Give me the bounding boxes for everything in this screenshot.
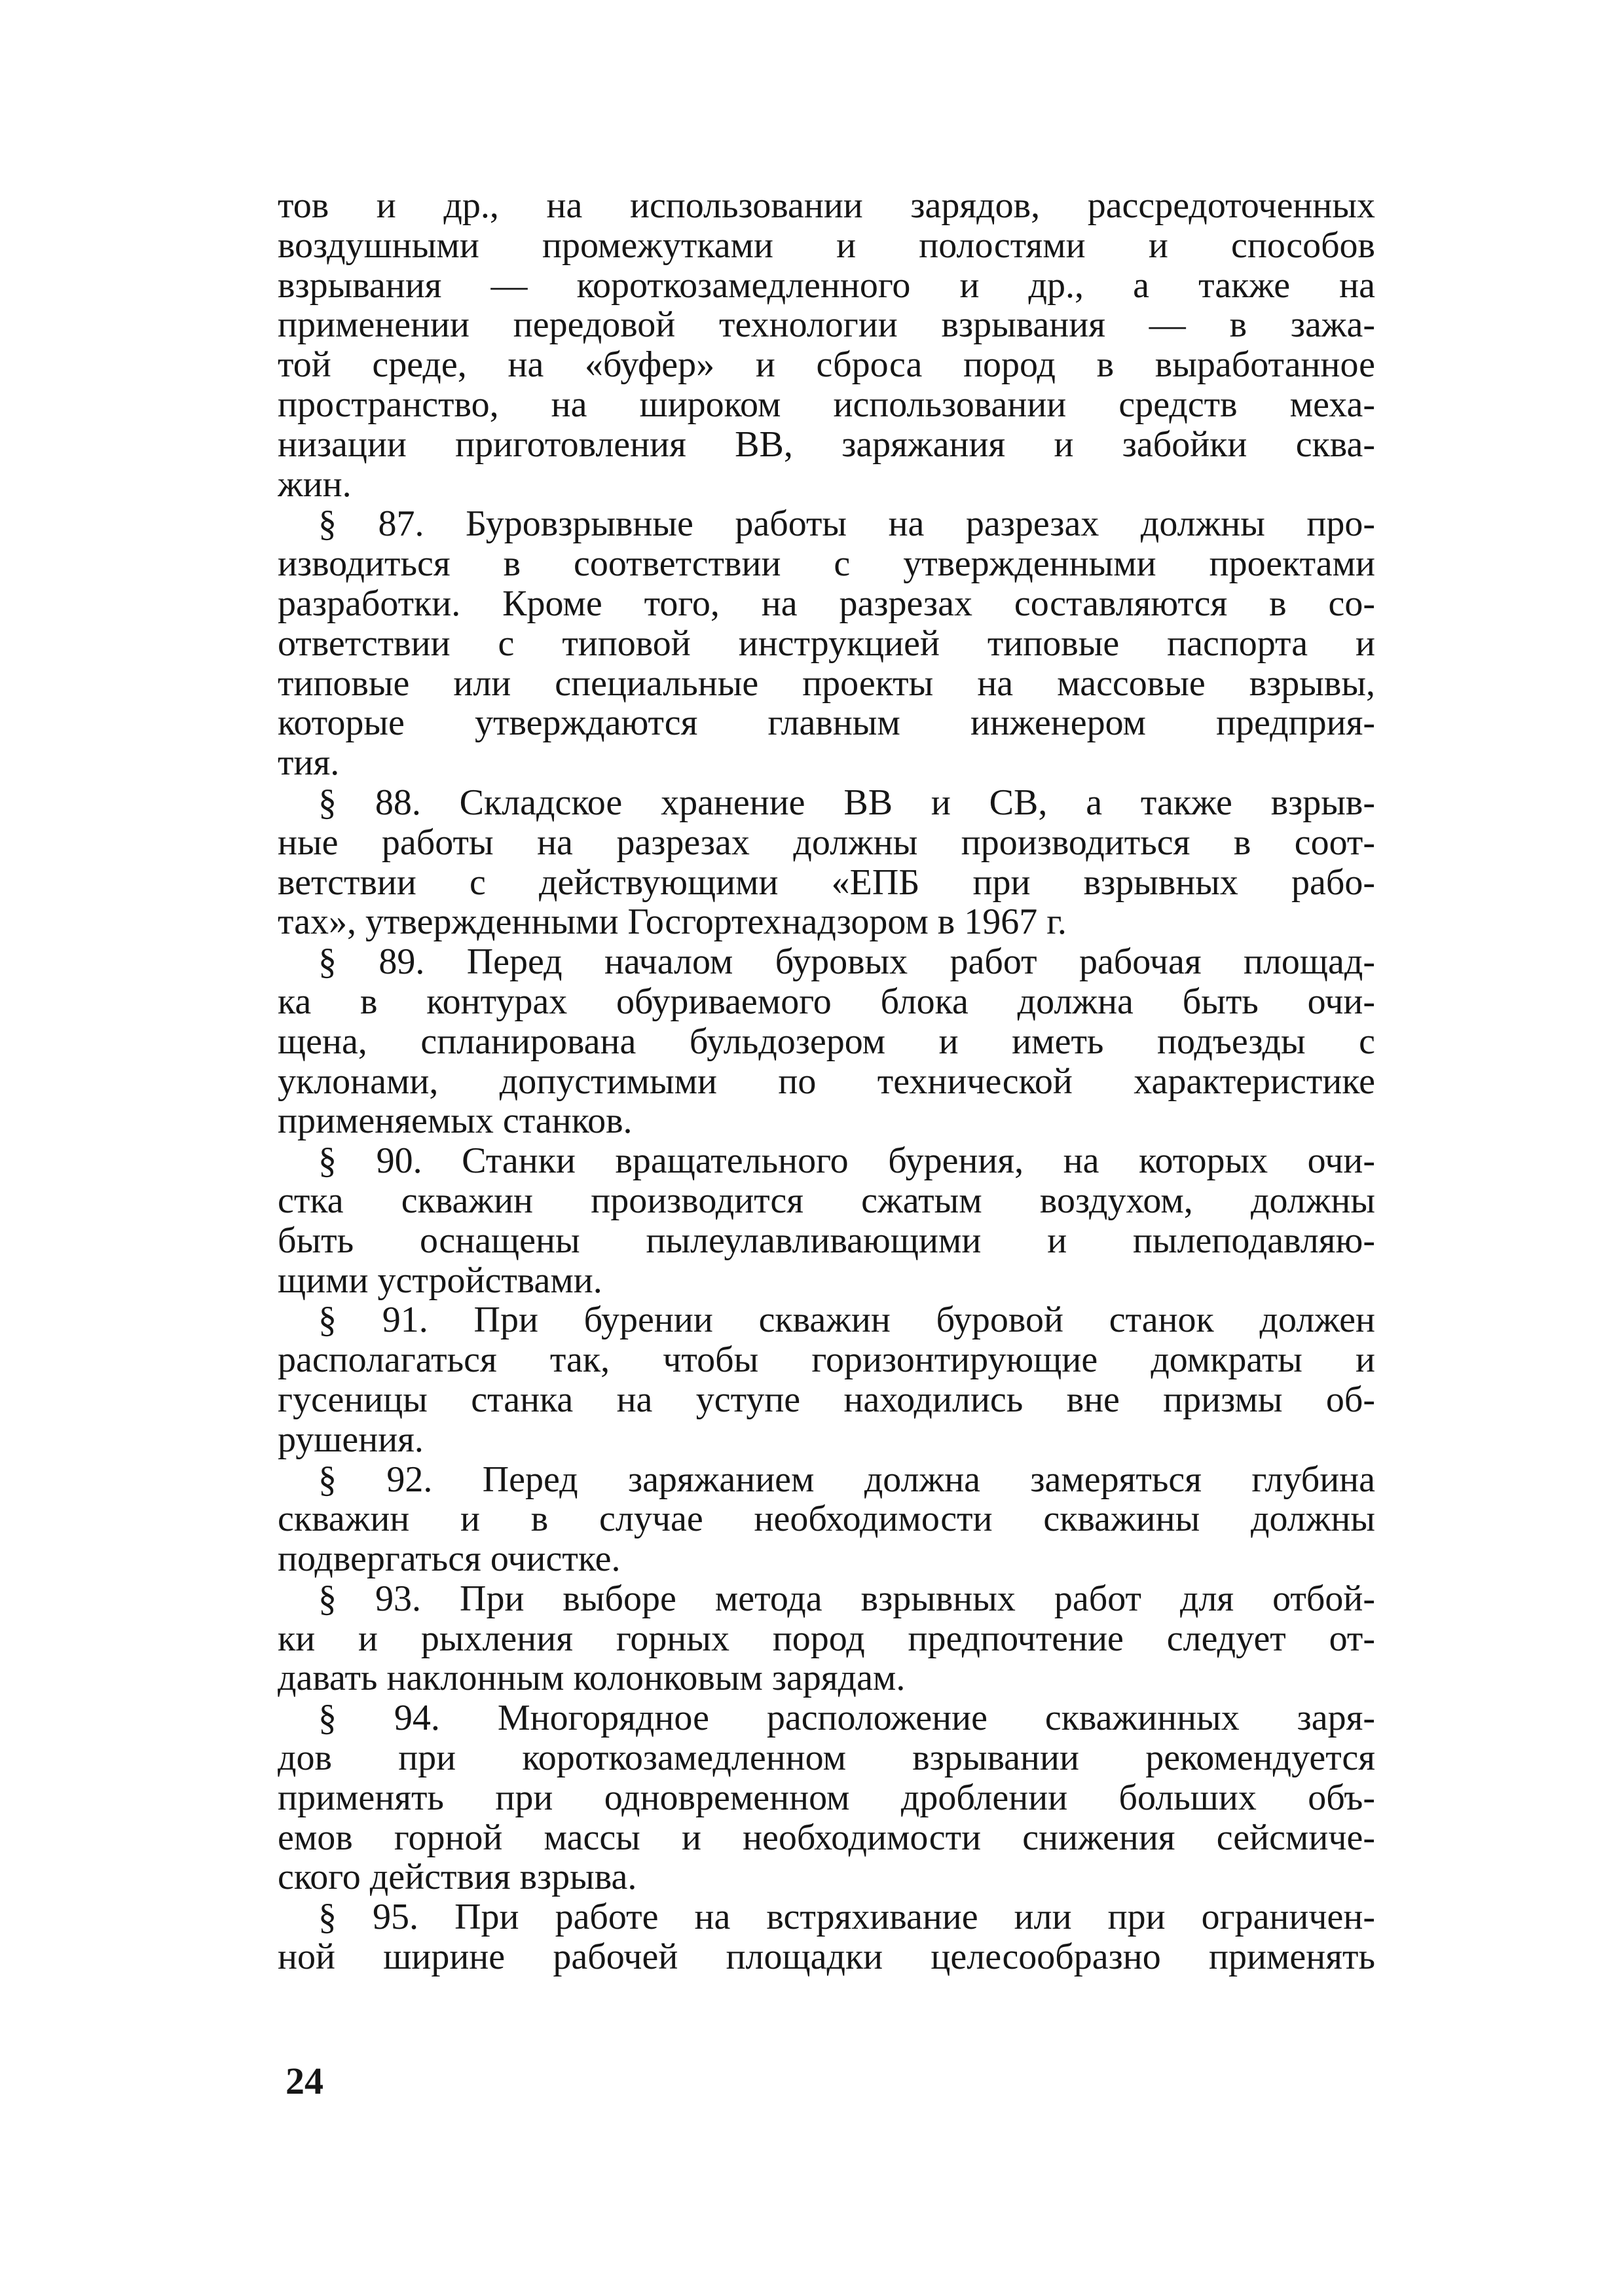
text-line: взрывания — короткозамедленного и др., а также на [278, 265, 1375, 306]
paragraph-first-line: § 89. Перед началом буровых работ рабочая площад- [318, 942, 1375, 982]
text-line: дов при короткозамедленном взрывании рекомендуется [278, 1738, 1375, 1778]
text-line: ского действия взрыва. [278, 1857, 637, 1898]
text-line: той среде, на «буфер» и сброса пород в выработанное [278, 345, 1375, 385]
text-line: пространство, на широком использовании средств меха- [278, 384, 1375, 425]
text-line: ные работы на разрезах должны производиться в соот- [278, 822, 1375, 863]
page-number: 24 [286, 2060, 323, 2102]
text-line: ответствии с типовой инструкцией типовые паспорта и [278, 623, 1375, 664]
text-line: рушения. [278, 1419, 424, 1460]
text-line: скважин и в случае необходимости скважины должны [278, 1499, 1375, 1540]
paragraph-first-line: § 87. Буровзрывные работы на разрезах должны про- [318, 504, 1375, 545]
text-line: типовые или специальные проекты на массовые взрывы, [278, 663, 1375, 704]
paragraph-first-line: § 92. Перед заряжанием должна замеряться глубина [318, 1459, 1375, 1500]
text-line: применяемых станков. [278, 1101, 633, 1142]
paragraph-first-line: § 93. При выборе метода взрывных работ для отбой- [318, 1578, 1375, 1619]
text-line: ветствии с действующими «ЕПБ при взрывных рабо- [278, 862, 1375, 903]
text-line: ка в контурах обуриваемого блока должна быть очи- [278, 981, 1375, 1022]
text-line: тов и др., на использовании зарядов, рассредоточенных [278, 186, 1375, 226]
text-line: располагаться так, чтобы горизонтирующие домкраты и [278, 1340, 1375, 1380]
text-line: жин. [278, 464, 352, 505]
text-line: щими устройствами. [278, 1260, 602, 1301]
text-line: которые утверждаются главным инженером предприя- [278, 703, 1375, 744]
text-line: быть оснащены пылеулавливающими и пылеподавляю- [278, 1220, 1375, 1261]
text-line: гусеницы станка на уступе находились вне призмы об- [278, 1379, 1375, 1420]
text-line: применении передовой технологии взрывания — в зажа- [278, 305, 1375, 346]
text-line: низации приготовления ВВ, заряжания и забойки сква- [278, 424, 1375, 465]
text-line: емов горной массы и необходимости снижения сейсмиче- [278, 1817, 1375, 1858]
text-line: тах», утвержденными Госгортехнадзором в 1967 г. [278, 902, 1067, 943]
text-line: уклонами, допустимыми по технической характеристике [278, 1061, 1375, 1102]
text-line: применять при одновременном дроблении больших объ- [278, 1777, 1375, 1818]
text-line: ки и рыхления горных пород предпочтение следует от- [278, 1618, 1375, 1659]
text-line: стка скважин производится сжатым воздухом, должны [278, 1180, 1375, 1221]
text-line: давать наклонным колонковым зарядам. [278, 1658, 906, 1699]
body-text [278, 186, 1375, 1977]
text-line: подвергаться очистке. [278, 1539, 621, 1579]
text-line: щена, спланирована бульдозером и иметь подъезды с [278, 1021, 1375, 1062]
text-line: тия. [278, 743, 340, 783]
text-line: ной ширине рабочей площадки целесообразно применять [278, 1937, 1375, 1977]
paragraph-first-line: § 91. При бурении скважин буровой станок должен [318, 1300, 1375, 1341]
paragraph-first-line: § 95. При работе на встряхивание или при ограничен- [318, 1897, 1375, 1938]
text-line: изводиться в соответствии с утвержденными проектами [278, 544, 1375, 584]
text-line: воздушными промежутками и полостями и способов [278, 225, 1375, 266]
paragraph-first-line: § 94. Многорядное расположение скважинных заря- [318, 1698, 1375, 1739]
paragraph-first-line: § 88. Складское хранение ВВ и СВ, а также взрыв- [318, 782, 1375, 823]
paragraph-first-line: § 90. Станки вращательного бурения, на которых очи- [318, 1141, 1375, 1181]
text-line: разработки. Кроме того, на разрезах составляются в со- [278, 583, 1375, 624]
